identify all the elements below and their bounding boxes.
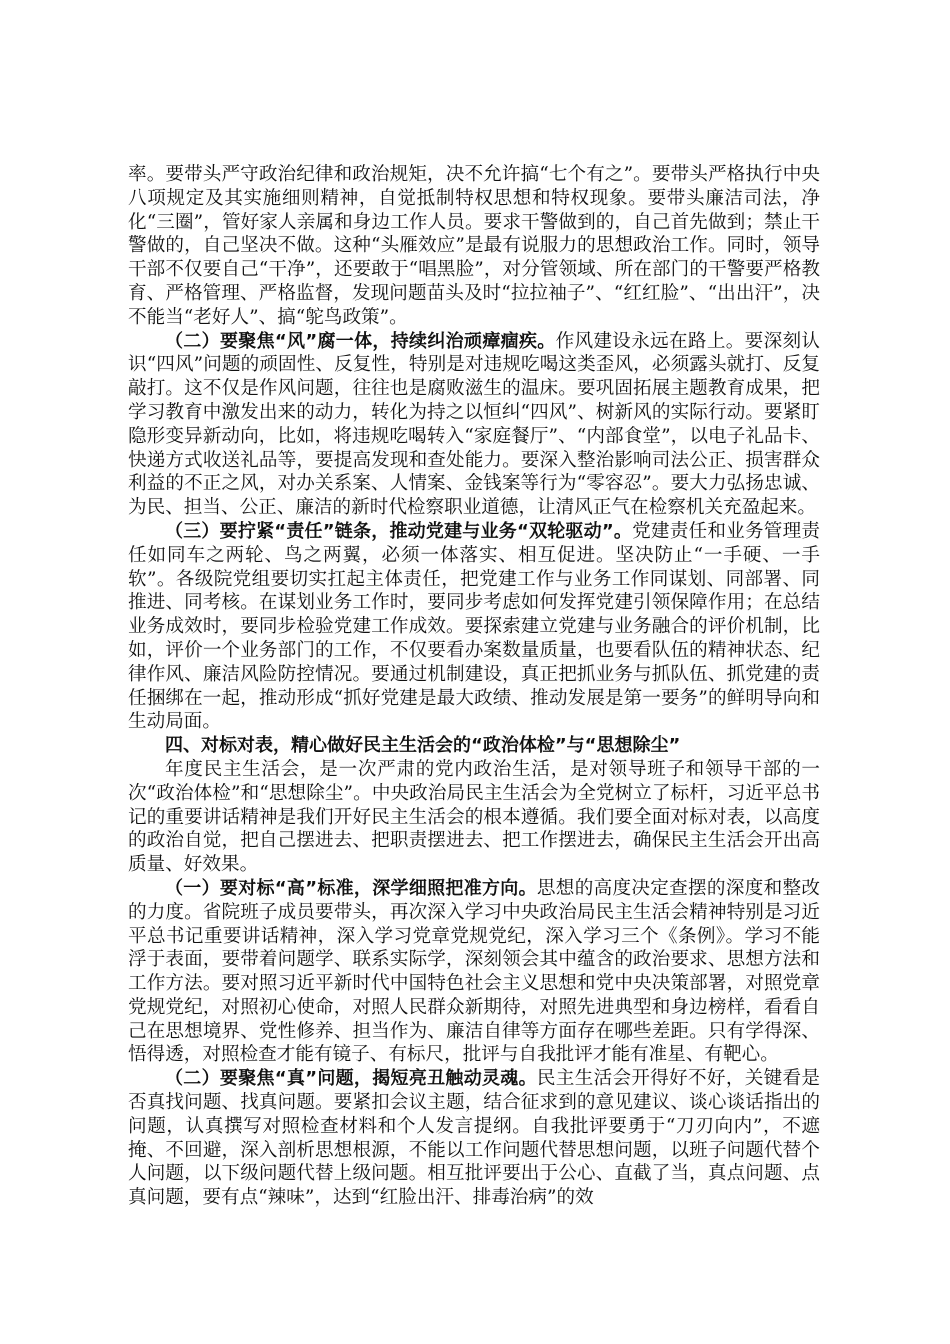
paragraph-intro	[128, 758, 820, 877]
paragraph-gao-biaozhun	[128, 877, 820, 1067]
paragraph-lead: （二）要聚焦“风”腐一体，持续纠治顽瘴痼疾。	[165, 330, 556, 352]
paragraph-text: 率。要带头严守政治纪律和政治规矩，决不允许搞“七个有之”。要带头严格执行中央八项规定及其实施细则精神，自觉抵制特权思想和特权现象。要带头廉洁司法，净化“三圈”，管好家人亲属和身边工作人员。要求干警做到的，自己首先做到；禁止干警做的，自己坚决不做。这种“头雁效应”是最有说服力的思想政治工作。同时，领导干部不仅要自己“干净”，还要敢于“唱黑脸”，对分管领域、所在部门的干警要严格教育、严格管理、严格监督，发现问题苗头及时“拉拉袖子”、“红红脸”、“出出汗”，决不能当“老好人”、搞“鸵鸟政策”。	[128, 164, 820, 328]
paragraph-text: 思想的高度决定查摆的深度和整改的力度。省院班子成员要带头，再次深入学习中央政治局民主生活会精神特别是习近平总书记重要讲话精神，深入学习党章党规党纪，深入学习三个《条例》。学习不能浮于表面，要带着问题学、联系实际学，深刻领会其中蕴含的政治要求、思想方法和工作方法。要对照习近平新时代中国特色社会主义思想和党中央决策部署，对照党章党规党纪，对照初心使命，对照人民群众新期待，对照先进典型和身边榜样，看看自己在思想境界、党性修养、担当作为、廉洁自律等方面存在哪些差距。只有学得深、悟得透，对照检查才能有镜子、有标尺，批评与自我批评才能有准星、有靶心。	[128, 877, 820, 1066]
paragraph-lead: （三）要拧紧“责任”链条，推动党建与业务“双轮驱动”。	[165, 520, 633, 542]
paragraph-text: 年度民主生活会，是一次严肃的党内政治生活，是对领导班子和领导干部的一次“政治体检”和“思想除尘”。中央政治局民主生活会为全党树立了标杆，习近平总书记的重要讲话精神是我们开好民主生活会的根本遵循。我们要全面对标对表，以高度的政治自觉，把自己摆进去、把职责摆进去、把工作摆进去，确保民主生活会开出高质量、好效果。	[128, 758, 820, 876]
paragraph-text: 民主生活会开得好不好，关键看是否真找问题、找真问题。要紧扣会议主题，结合征求到的意见建议、谈心谈话指出的问题，认真撰写对照检查材料和个人发言提纲。自我批评要勇于“刀刃向内”，不遮掩、不回避，深入剖析思想根源，不能以工作问题代替思想问题，以班子问题代替个人问题，以下级问题代替上级问题。相互批评要出于公心、直截了当，真点问题、点真问题，要有点“辣味”，达到“红脸出汗、排毒治病”的效	[128, 1068, 820, 1209]
paragraph-zhen-wenti	[128, 1067, 820, 1210]
paragraph-continuation	[128, 163, 820, 330]
section-heading: 四、对标对表，精心做好民主生活会的“政治体检”与“思想除尘”	[165, 735, 681, 757]
paragraph-lead: （二）要聚焦“真”问题，揭短亮丑触动灵魂。	[165, 1068, 537, 1090]
paragraph-lead: （一）要对标“高”标准，深学细照把准方向。	[165, 877, 537, 899]
paragraph-zeren	[128, 520, 820, 734]
document-body	[128, 163, 820, 1210]
paragraph-text: 作风建设永远在路上。要深刻认识“四风”问题的顽固性、反复性，特别是对违规吃喝这类歪风，必须露头就打、反复敲打。这不仅是作风问题，往往也是腐败滋生的温床。要巩固拓展主题教育成果，把学习教育中激发出来的动力，转化为持之以恒纠“四风”、树新风的实际行动。要紧盯隐形变异新动向，比如，将违规吃喝转入“家庭餐厅”、“内部食堂”，以电子礼品卡、快递方式收送礼品等，要提高发现和查处能力。要深入整治影响司法公正、损害群众利益的不正之风，对办关系案、人情案、金钱案等行为“零容忍”。要大力弘扬忠诚、为民、担当、公正、廉洁的新时代检察职业道德，让清风正气在检察机关充盈起来。	[128, 330, 820, 519]
paragraph-feng-fu	[128, 330, 820, 520]
paragraph-text: 党建责任和业务管理责任如同车之两轮、鸟之两翼，必须一体落实、相互促进。坚决防止“一手硬、一手软”。各级院党组要切实扛起主体责任，把党建工作与业务工作同谋划、同部署、同推进、同考核。在谋划业务工作时，要同步考虑如何发挥党建引领保障作用；在总结业务成效时，要同步检验党建工作成效。要探索建立党建与业务融合的评价机制，比如，评价一个业务部门的工作，不仅要看办案数量质量，也要看队伍的精神状态、纪律作风、廉洁风险防控情况。要通过机制建设，真正把抓业务与抓队伍、抓党建的责任捆绑在一起，推动形成“抓好党建是最大政绩、推动发展是第一要务”的鲜明导向和生动局面。	[128, 520, 820, 733]
